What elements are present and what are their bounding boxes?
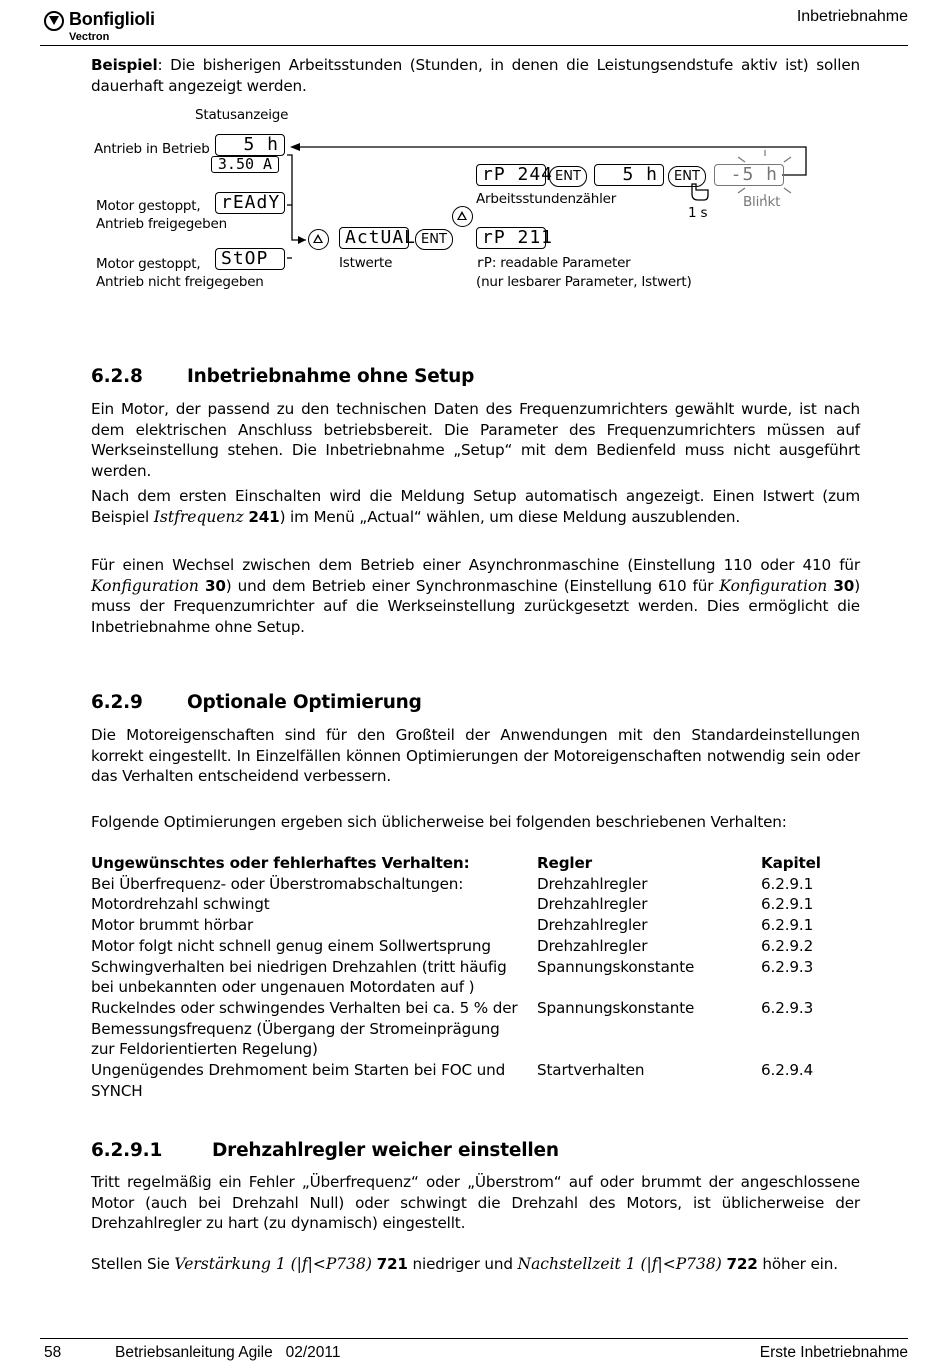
behavior-cell: Ruckelndes oder schwingendes Verhalten bei ca. 5 % der Bemessungsfrequenz (Übergang der Stromeinprägung zur Feldorientierten Regelung) [91,998,518,1059]
column-header-chapter: Kapitel [761,854,821,872]
parameter-number: 722 [726,1255,758,1273]
actual-caption: Istwerte [339,255,393,271]
display-value: 5 h [594,164,664,186]
state-stop-label-2: Antrieb nicht freigegeben [96,274,264,290]
status-display-diagram [80,100,820,300]
paragraph-6291-1: Tritt regelmäßig ein Fehler „Überfrequenz“ oder „Überstrom“ auf oder brummt der angeschlossene Motor (auch bei Drehzahl Null) oder schwingt die Drehzahl des Motors, ist üblicherweise der Drehzahlregler zu hart (zu dynamisch) eingestellt. [91,1173,860,1233]
state-running-label: Antrieb in Betrieb [94,141,210,157]
header-rule [40,45,908,46]
table-row [91,936,851,957]
header-section-title: Inbetriebnahme [796,8,908,25]
table-row [91,957,851,998]
hold-time: 1 s [688,205,708,221]
up-key-icon [452,206,473,227]
intro-text: : Die bisherigen Arbeitsstunden (Stunden, in denen die Leistungsendstufe aktiv ist) sollen dauerhaft angezeigt werden. [91,56,860,95]
behavior-cell: Bei Überfrequenz- oder Überstromabschaltungen: [91,874,464,893]
display-stop: StOP [215,248,285,270]
table-row [91,894,851,915]
section-number: 6.2.9 [91,692,143,713]
table-row [91,998,851,1060]
paragraph-628-3: Für einen Wechsel zwischen dem Betrieb einer Asynchronmaschine (Einstellung 110 oder 410 für Konfiguration 30) und dem Betrieb einer Synchronmaschine (Einstellung 610 für Konfiguration 30) muss der Frequenzumrichter auf die Werkseinstellung zurückgesetzt werden. Dies ermöglicht die Inbetriebnahme ohne Setup. [91,556,860,637]
chapter-title: Erste Inbetriebnahme [759,1344,908,1361]
controller-cell: Spannungskonstante [537,957,695,976]
heading-6-2-9-1 [91,1140,559,1161]
controller-cell: Spannungskonstante [537,998,695,1017]
brand-logo [44,8,194,44]
controller-cell: Drehzahlregler [537,916,648,935]
controller-cell: Startverhalten [537,1061,645,1080]
intro-paragraph [91,55,860,96]
section-number: 6.2.9.1 [91,1140,163,1161]
rp-caption-line1 [476,255,631,273]
bonfiglioli-logo-icon [44,11,64,31]
parameter-number: 30 [833,576,855,595]
display-running-top: 5 h [215,134,285,156]
table-header-row [91,853,851,874]
table-row [91,874,851,895]
section-title: Drehzahlregler weicher einstellen [212,1140,559,1161]
up-key-icon [308,229,329,250]
display-running-bottom: 3.50 A [211,156,279,173]
parameter-number: 30 [204,576,226,595]
parameter-name: Nachstellzeit 1 (|f|<P738) [517,1255,722,1273]
ent-key-1: ENT [415,229,453,250]
display-rp211: rP 211 [476,227,546,249]
state-stop-label-1: Motor gestoppt, [96,256,201,272]
chapter-cell: 6.2.9.1 [761,874,814,893]
state-ready-label-1: Motor gestoppt, [96,198,201,214]
rp-caption-line2: (nur lesbarer Parameter, Istwert) [476,274,692,290]
blink-caption: Blinkt [743,194,781,210]
parameter-number: 721 [376,1255,408,1273]
display-actual: ActUAL [339,227,409,249]
behavior-cell: Schwingverhalten bei niedrigen Drehzahlen (tritt häufig bei unbekannten oder ungenauen Motordaten auf ) [91,957,507,997]
controller-cell: Drehzahlregler [537,936,648,955]
table-row [91,1060,851,1101]
behavior-cell: Motordrehzahl schwingt [91,895,270,914]
state-ready-label-2: Antrieb freigegeben [96,216,227,232]
ent-key-3: ENT [668,166,706,187]
parameter-name: Verstärkung 1 (|f|<P738) [174,1255,372,1273]
paragraph-629-2: Folgende Optimierungen ergeben sich üblicherweise bei folgenden beschriebenen Verhalten: [91,813,787,831]
brand-name: Bonfiglioli [69,9,155,29]
chapter-cell: 6.2.9.3 [761,998,814,1017]
paragraph-628-2: Nach dem ersten Einschalten wird die Meldung Setup automatisch angezeigt. Einen Istwert (zum Beispiel Istfrequenz 241) im Menü „Actual“ wählen, um diese Meldung auszublenden. [91,487,860,526]
display-ready: rEAdY [215,192,285,214]
counter-caption: Arbeitsstundenzähler [476,191,617,207]
brand-subname: Vectron [69,31,110,43]
rp-caption-text: : readable Parameter [491,255,631,271]
behavior-cell: Ungenügendes Drehmoment beim Starten bei FOC und SYNCH [91,1061,506,1100]
section-title: Inbetriebnahme ohne Setup [187,366,475,387]
paragraph-6291-2: Stellen Sie Verstärkung 1 (|f|<P738) 721 niedriger und Nachstellzeit 1 (|f|<P738) 722 höher ein. [91,1255,838,1273]
rp-prefix: rP [476,255,492,271]
column-header-behavior: Ungewünschtes oder fehlerhaftes Verhalten: [91,854,470,872]
display-blink: -5 h [714,164,784,186]
chapter-cell: 6.2.9.2 [761,936,814,955]
section-number: 6.2.8 [91,366,143,387]
heading-6-2-8 [91,366,474,387]
controller-cell: Drehzahlregler [537,874,648,893]
column-header-controller: Regler [537,854,592,872]
display-rp244: rP 244 [476,164,546,186]
chapter-cell: 6.2.9.4 [761,1061,814,1080]
optimization-table [91,853,851,1101]
paragraph-629-1: Die Motoreigenschaften sind für den Großteil der Anwendungen mit den Standardeinstellungen korrekt eingestellt. In Einzelfällen können Optimierungen der Motoreigenschaften notwendig sein oder das Verhalten entscheidend verbessern. [91,726,860,786]
chapter-cell: 6.2.9.1 [761,916,814,935]
status-heading: Statusanzeige [195,107,289,123]
parameter-number: 241 [248,507,280,526]
ent-key-2: ENT [549,166,587,187]
footer-rule [40,1338,908,1339]
behavior-cell: Motor brummt hörbar [91,916,254,935]
heading-6-2-9 [91,692,422,713]
parameter-name: Konfiguration [91,576,199,595]
intro-label: Beispiel [91,56,158,74]
paragraph-628-1: Ein Motor, der passend zu den technischen Daten des Frequenzumrichters gewählt wurde, ist nach dem elektrischen Anschluss betriebsbereit. Die Parameter des Frequenzumrichters müssen auf Werkseinstellung stehen. Die Inbetriebnahme „Setup“ mit dem Bedienfeld muss nicht ausgeführt werden. [91,400,860,481]
behavior-cell: Motor folgt nicht schnell genug einem Sollwertsprung [91,936,491,955]
section-title: Optionale Optimierung [187,692,422,713]
parameter-name: Istfrequenz [153,507,244,526]
controller-cell: Drehzahlregler [537,895,648,914]
chapter-cell: 6.2.9.3 [761,957,814,976]
document-title: Betriebsanleitung Agile 02/2011 [115,1344,341,1361]
parameter-name: Konfiguration [719,576,828,595]
page-number: 58 [44,1344,62,1361]
table-row [91,915,851,936]
chapter-cell: 6.2.9.1 [761,895,814,914]
